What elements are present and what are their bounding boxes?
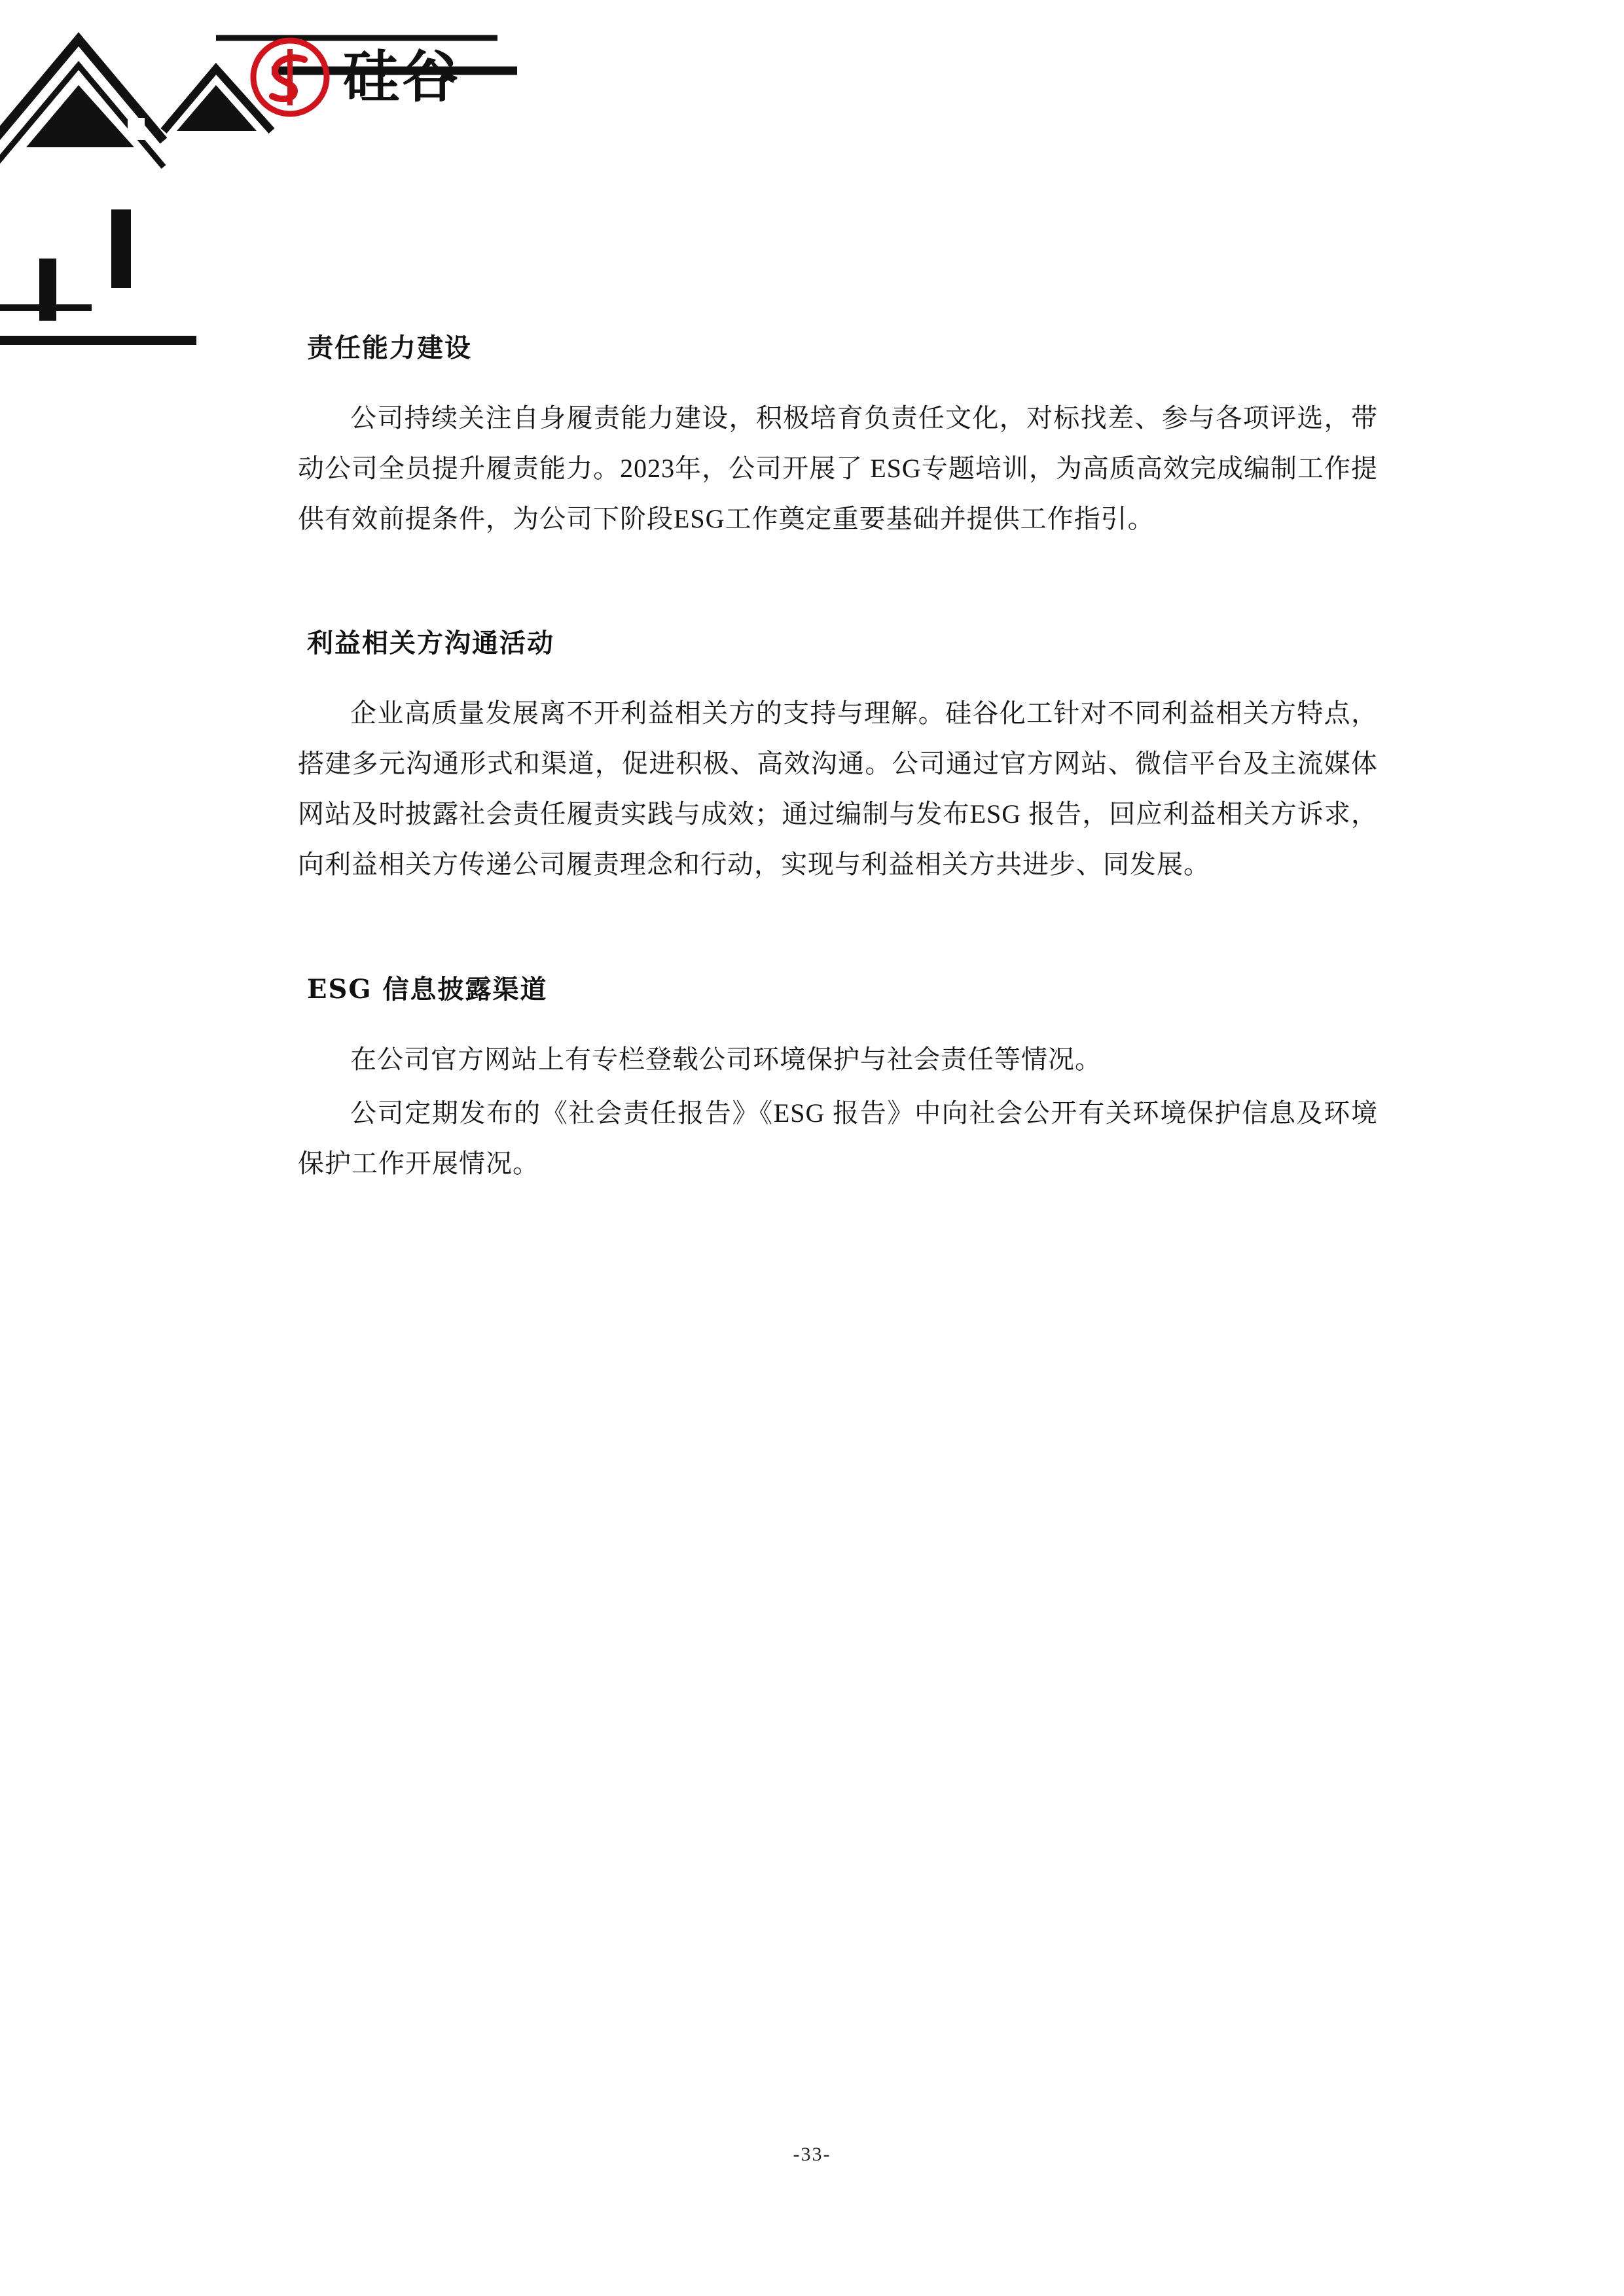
header-roofline-artwork: [0, 0, 589, 367]
section-heading-stakeholder-communication: 利益相关方沟通活动: [307, 628, 554, 659]
brand-logo: [249, 36, 461, 118]
silicon-valley-logo-mark: [249, 36, 331, 118]
paragraph-esg-disclosure-reports: 公司定期发布的《社会责任报告》《ESG 报告》中向社会公开有关环境保护信息及环境保护工作开展情况。: [298, 1098, 1378, 1179]
section-spacer: [298, 544, 1378, 622]
section-spacer: [298, 890, 1378, 969]
page-content: [298, 327, 1378, 1189]
section-heading-esg-disclosure-channel: ESG 信息披露渠道: [307, 973, 548, 1005]
paragraph-stakeholder-communication: 企业高质量发展离不开利益相关方的支持与理解。硅谷化工针对不同利益相关方特点，搭建多元沟通形式和渠道，促进积极、高效沟通。公司通过官方网站、微信平台及主流媒体网站及时披露社会责任履责实践与成效；通过编制与发布ESG 报告，回应利益相关方诉求，向利益相关方传递公司履责理念和行动，实现与利益相关方共进步、同发展。: [298, 698, 1378, 879]
paragraph-responsibility-capability: 公司持续关注自身履责能力建设，积极培育负责任文化，对标找差、参与各项评选，带动公司全员提升履责能力。2023年，公司开展了 ESG专题培训，为高质高效完成编制工作提供有效前提条件，为公司下阶段ESG工作奠定重要基础并提供工作指引。: [298, 403, 1378, 533]
paragraph-esg-disclosure-website: 在公司官方网站上有专栏登载公司环境保护与社会责任等情况。: [350, 1044, 1102, 1074]
brand-name: 硅谷: [343, 45, 461, 110]
page-number: -33-: [793, 2144, 831, 2165]
section-heading-responsibility-capability: 责任能力建设: [307, 332, 472, 363]
